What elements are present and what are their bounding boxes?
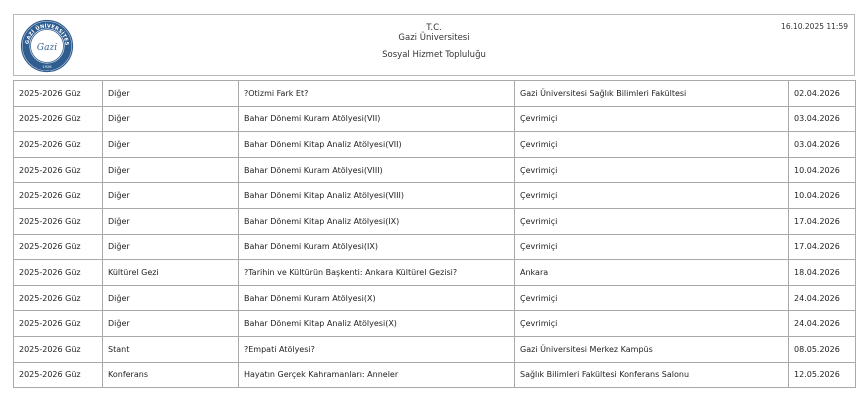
location-cell: Çevrimiçi	[515, 183, 789, 209]
type-cell: Kültürel Gezi	[103, 260, 239, 286]
term-cell: 2025-2026 Güz	[14, 81, 103, 107]
date-cell: 08.05.2026	[789, 336, 856, 362]
type-cell: Diğer	[103, 157, 239, 183]
location-cell: Çevrimiçi	[515, 132, 789, 158]
events-table	[13, 80, 856, 388]
type-cell: Stant	[103, 336, 239, 362]
event-title-cell: Bahar Dönemi Kuram Atölyesi(VIII)	[239, 157, 515, 183]
type-cell: Diğer	[103, 106, 239, 132]
type-cell: Diğer	[103, 208, 239, 234]
event-title-cell: Bahar Dönemi Kitap Analiz Atölyesi(VII)	[239, 132, 515, 158]
table-row	[14, 285, 856, 311]
date-cell: 02.04.2026	[789, 81, 856, 107]
event-title-cell: Bahar Dönemi Kuram Atölyesi(X)	[239, 285, 515, 311]
term-cell: 2025-2026 Güz	[14, 157, 103, 183]
date-cell: 18.04.2026	[789, 260, 856, 286]
term-cell: 2025-2026 Güz	[14, 260, 103, 286]
date-cell: 10.04.2026	[789, 183, 856, 209]
term-cell: 2025-2026 Güz	[14, 362, 103, 388]
date-cell: 17.04.2026	[789, 208, 856, 234]
location-cell: Çevrimiçi	[515, 311, 789, 337]
event-title-cell: ?Tarihin ve Kültürün Başkenti: Ankara Kültürel Gezisi?	[239, 260, 515, 286]
term-cell: 2025-2026 Güz	[14, 183, 103, 209]
logo-script: Gazi	[36, 43, 58, 53]
event-title-cell: Hayatın Gerçek Kahramanları: Anneler	[239, 362, 515, 388]
event-title-cell: Bahar Dönemi Kuram Atölyesi(VII)	[239, 106, 515, 132]
print-timestamp: 16.10.2025 11:59	[781, 22, 848, 31]
location-cell: Ankara	[515, 260, 789, 286]
table-row	[14, 362, 856, 388]
event-title-cell: Bahar Dönemi Kitap Analiz Atölyesi(VIII)	[239, 183, 515, 209]
location-cell: Gazi Üniversitesi Sağlık Bilimleri Fakültesi	[515, 81, 789, 107]
logo-year: 1926	[42, 65, 52, 69]
event-title-cell: ?Empati Atölyesi?	[239, 336, 515, 362]
type-cell: Diğer	[103, 183, 239, 209]
table-row	[14, 336, 856, 362]
table-row	[14, 132, 856, 158]
date-cell: 24.04.2026	[789, 285, 856, 311]
header-university: Gazi Üniversitesi	[398, 33, 470, 43]
date-cell: 10.04.2026	[789, 157, 856, 183]
header-club-name: Sosyal Hizmet Topluluğu	[382, 50, 486, 60]
table-row	[14, 208, 856, 234]
type-cell: Diğer	[103, 81, 239, 107]
date-cell: 03.04.2026	[789, 106, 856, 132]
type-cell: Diğer	[103, 132, 239, 158]
term-cell: 2025-2026 Güz	[14, 336, 103, 362]
table-row	[14, 183, 856, 209]
term-cell: 2025-2026 Güz	[14, 311, 103, 337]
location-cell: Çevrimiçi	[515, 106, 789, 132]
table-row	[14, 234, 856, 260]
event-title-cell: ?Otizmi Fark Et?	[239, 81, 515, 107]
date-cell: 24.04.2026	[789, 311, 856, 337]
table-row	[14, 81, 856, 107]
type-cell: Konferans	[103, 362, 239, 388]
event-title-cell: Bahar Dönemi Kitap Analiz Atölyesi(X)	[239, 311, 515, 337]
location-cell: Gazi Üniversitesi Merkez Kampüs	[515, 336, 789, 362]
date-cell: 17.04.2026	[789, 234, 856, 260]
location-cell: Çevrimiçi	[515, 234, 789, 260]
event-title-cell: Bahar Dönemi Kuram Atölyesi(IX)	[239, 234, 515, 260]
table-row	[14, 106, 856, 132]
term-cell: 2025-2026 Güz	[14, 106, 103, 132]
location-cell: Çevrimiçi	[515, 157, 789, 183]
logo-ring-text: GAZİ ÜNİVERSİTES	[24, 23, 70, 46]
term-cell: 2025-2026 Güz	[14, 285, 103, 311]
term-cell: 2025-2026 Güz	[14, 208, 103, 234]
term-cell: 2025-2026 Güz	[14, 234, 103, 260]
report-header	[13, 14, 855, 76]
table-row	[14, 157, 856, 183]
location-cell: Çevrimiçi	[515, 208, 789, 234]
type-cell: Diğer	[103, 234, 239, 260]
location-cell: Çevrimiçi	[515, 285, 789, 311]
header-titles	[14, 23, 854, 60]
term-cell: 2025-2026 Güz	[14, 132, 103, 158]
type-cell: Diğer	[103, 311, 239, 337]
location-cell: Sağlık Bilimleri Fakültesi Konferans Salonu	[515, 362, 789, 388]
date-cell: 12.05.2026	[789, 362, 856, 388]
event-title-cell: Bahar Dönemi Kitap Analiz Atölyesi(IX)	[239, 208, 515, 234]
table-row	[14, 311, 856, 337]
date-cell: 03.04.2026	[789, 132, 856, 158]
table-row	[14, 260, 856, 286]
type-cell: Diğer	[103, 285, 239, 311]
header-line-tc: T.C.	[426, 23, 442, 33]
